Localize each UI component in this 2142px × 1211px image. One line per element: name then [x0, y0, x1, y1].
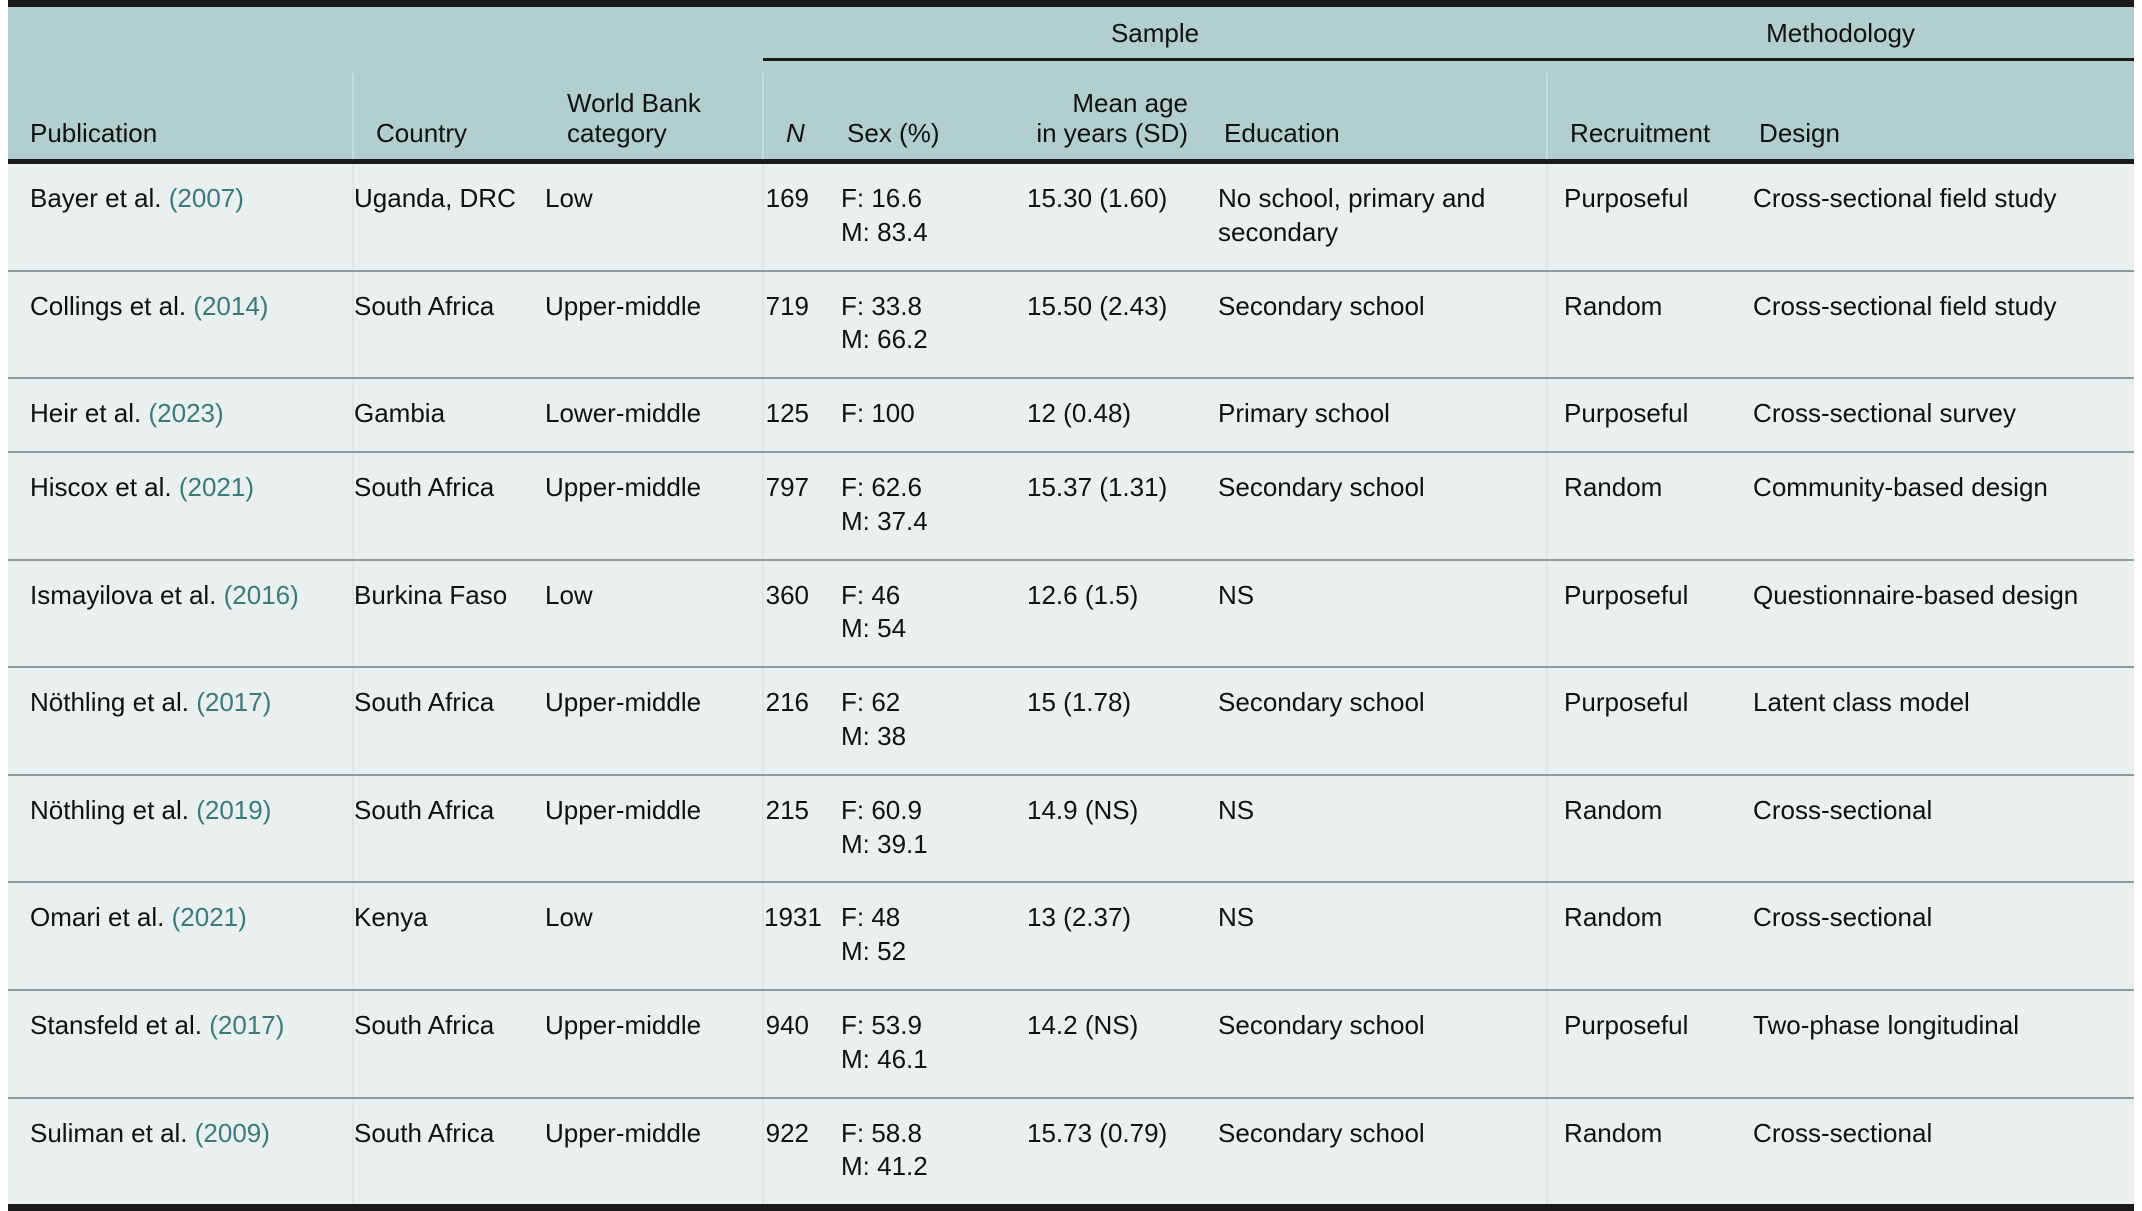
cell-design — [1737, 452, 2134, 560]
world-bank-category-value: Low — [545, 183, 593, 213]
table-row — [8, 775, 2134, 883]
mean-age-value: 14.9 (NS) — [1027, 794, 1139, 825]
sex-male-value: M: 52 — [841, 936, 907, 967]
country-value: South Africa — [354, 687, 495, 718]
world-bank-category-value: Upper-middle — [545, 290, 702, 321]
cell-n — [763, 775, 825, 883]
publication-author: Ismayilova et al. — [30, 579, 217, 610]
group-header-methodology-label: Methodology — [1766, 17, 1915, 48]
cell-n — [763, 378, 825, 452]
column-header-world-bank-category — [545, 73, 763, 159]
mean-age-value: 15.50 (2.43) — [1027, 290, 1168, 321]
group-header-methodology — [1547, 7, 2134, 73]
world-bank-category-value: Upper-middle — [545, 794, 702, 825]
cell-sex — [825, 882, 1011, 990]
country-value: South Africa — [354, 290, 495, 321]
cell-sex — [825, 775, 1011, 883]
country-value: Uganda, DRC — [354, 183, 516, 213]
cell-world-bank-category — [545, 164, 763, 271]
table-top-rule — [8, 0, 2134, 7]
design-value: Latent class model — [1753, 687, 1970, 718]
publication-year-link[interactable]: (2016) — [223, 579, 299, 610]
column-header-country-label: Country — [376, 118, 468, 149]
cell-publication — [8, 378, 353, 452]
country-value: Burkina Faso — [354, 579, 508, 610]
sex-female-value: F: 48 — [841, 902, 901, 933]
mean-age-value: 15.30 (1.60) — [1027, 183, 1168, 213]
cell-n — [763, 164, 825, 271]
world-bank-category-value: Low — [545, 902, 593, 933]
column-header-recruitment — [1547, 73, 1737, 159]
recruitment-value: Purposeful — [1564, 579, 1689, 610]
education-value: Secondary school — [1218, 687, 1425, 718]
cell-mean-age — [1011, 560, 1202, 668]
cell-education — [1202, 452, 1547, 560]
design-value: Community-based design — [1753, 471, 2048, 502]
n-value: 940 — [765, 1009, 810, 1040]
cell-education — [1202, 164, 1547, 271]
table-row — [8, 667, 2134, 775]
cell-education — [1202, 560, 1547, 668]
world-bank-category-value: Lower-middle — [545, 398, 702, 429]
column-header-row — [8, 73, 2134, 159]
table-row — [8, 164, 2134, 271]
cell-design — [1737, 667, 2134, 775]
sex-female-value: F: 60.9 — [841, 794, 922, 825]
cell-sex — [825, 378, 1011, 452]
n-value: 1931 — [764, 902, 822, 933]
cell-mean-age — [1011, 378, 1202, 452]
education-value: Secondary school — [1218, 1009, 1425, 1040]
cell-publication — [8, 667, 353, 775]
cell-mean-age — [1011, 452, 1202, 560]
column-header-mean-age — [1011, 73, 1202, 159]
cell-sex — [825, 667, 1011, 775]
country-value: South Africa — [354, 471, 495, 502]
cell-country — [353, 667, 545, 775]
publication-author: Omari et al. — [30, 902, 165, 933]
cell-design — [1737, 882, 2134, 990]
cell-mean-age — [1011, 775, 1202, 883]
design-value: Two-phase longitudinal — [1753, 1009, 2020, 1040]
cell-publication — [8, 164, 353, 271]
n-value: 215 — [765, 794, 810, 825]
country-value: South Africa — [354, 1117, 495, 1148]
sex-female-value: F: 16.6 — [841, 183, 922, 213]
recruitment-value: Random — [1564, 290, 1663, 321]
group-header-sample — [763, 7, 1547, 73]
mean-age-value: 13 (2.37) — [1027, 902, 1132, 933]
mean-age-value: 14.2 (NS) — [1027, 1009, 1139, 1040]
cell-sex — [825, 164, 1011, 271]
study-characteristics-table — [8, 7, 2134, 1204]
column-header-publication-label: Publication — [30, 118, 158, 149]
column-header-design-label: Design — [1759, 118, 1840, 149]
world-bank-category-value: Upper-middle — [545, 1009, 702, 1040]
cell-publication — [8, 1098, 353, 1205]
sex-male-value: M: 41.2 — [841, 1151, 928, 1182]
column-header-design — [1737, 73, 2134, 159]
publication-author: Collings et al. — [30, 290, 187, 321]
cell-mean-age — [1011, 667, 1202, 775]
column-header-world-bank-category-line1: World Bank — [567, 87, 701, 118]
cell-n — [763, 990, 825, 1098]
cell-recruitment — [1547, 378, 1737, 452]
sex-female-value: F: 58.8 — [841, 1117, 922, 1148]
column-header-mean-age-line2: in years (SD) — [1036, 118, 1189, 149]
cell-education — [1202, 378, 1547, 452]
cell-country — [353, 882, 545, 990]
cell-sex — [825, 271, 1011, 379]
sex-female-value: F: 53.9 — [841, 1009, 922, 1040]
cell-publication — [8, 775, 353, 883]
education-value: NS — [1218, 902, 1255, 933]
cell-n — [763, 271, 825, 379]
cell-world-bank-category — [545, 271, 763, 379]
publication-author: Hiscox et al. — [30, 471, 172, 502]
cell-mean-age — [1011, 882, 1202, 990]
group-header-sample-rule — [763, 58, 1547, 61]
table-row — [8, 882, 2134, 990]
table-row — [8, 560, 2134, 668]
cell-world-bank-category — [545, 1098, 763, 1205]
column-header-mean-age-line1: Mean age — [1072, 87, 1189, 118]
recruitment-value: Purposeful — [1564, 183, 1689, 213]
cell-world-bank-category — [545, 882, 763, 990]
cell-design — [1737, 378, 2134, 452]
cell-publication — [8, 882, 353, 990]
column-header-recruitment-label: Recruitment — [1570, 118, 1711, 149]
cell-recruitment — [1547, 667, 1737, 775]
cell-recruitment — [1547, 271, 1737, 379]
design-value: Questionnaire-based design — [1753, 579, 2079, 610]
sex-male-value: M: 54 — [841, 613, 907, 644]
cell-country — [353, 990, 545, 1098]
mean-age-value: 12.6 (1.5) — [1027, 579, 1139, 610]
cell-sex — [825, 990, 1011, 1098]
cell-sex — [825, 560, 1011, 668]
cell-publication — [8, 990, 353, 1098]
table-row — [8, 990, 2134, 1098]
publication-author: Nöthling et al. — [30, 687, 189, 718]
sex-female-value: F: 62 — [841, 687, 901, 718]
publication-year-link[interactable]: (2021) — [178, 471, 254, 502]
cell-recruitment — [1547, 990, 1737, 1098]
column-header-publication — [8, 73, 353, 159]
mean-age-value: 15 (1.78) — [1027, 687, 1132, 718]
cell-country — [353, 271, 545, 379]
country-value: Gambia — [354, 398, 446, 429]
sex-male-value: M: 38 — [841, 720, 907, 751]
cell-design — [1737, 560, 2134, 668]
column-header-n — [763, 73, 825, 159]
n-value: 360 — [765, 579, 810, 610]
cell-country — [353, 164, 545, 271]
publication-author: Heir et al. — [30, 398, 142, 429]
cell-design — [1737, 1098, 2134, 1205]
publication-year-link[interactable]: (2019) — [196, 794, 272, 825]
table-row — [8, 378, 2134, 452]
cell-world-bank-category — [545, 990, 763, 1098]
mean-age-value: 15.73 (0.79) — [1027, 1117, 1168, 1148]
education-value: Secondary school — [1218, 1117, 1425, 1148]
column-header-world-bank-category-line2: category — [567, 118, 667, 149]
publication-year-link[interactable]: (2014) — [193, 290, 269, 321]
cell-publication — [8, 560, 353, 668]
cell-world-bank-category — [545, 560, 763, 668]
group-header-methodology-rule — [1547, 58, 2134, 61]
sex-male-value: M: 39.1 — [841, 828, 928, 859]
cell-education — [1202, 667, 1547, 775]
world-bank-category-value: Upper-middle — [545, 687, 702, 718]
column-header-sex — [825, 73, 1011, 159]
cell-mean-age — [1011, 990, 1202, 1098]
cell-design — [1737, 271, 2134, 379]
cell-education — [1202, 882, 1547, 990]
sex-female-value: F: 46 — [841, 579, 901, 610]
cell-design — [1737, 164, 2134, 271]
column-header-education-label: Education — [1224, 118, 1340, 149]
world-bank-category-value: Low — [545, 579, 593, 610]
education-value: NS — [1218, 579, 1255, 610]
column-header-country — [353, 73, 545, 159]
design-value: Cross-sectional — [1753, 794, 1933, 825]
column-header-sex-label: Sex (%) — [847, 118, 940, 149]
publication-year-link[interactable]: (2007) — [168, 183, 244, 213]
recruitment-value: Purposeful — [1564, 687, 1689, 718]
cell-n — [763, 1098, 825, 1205]
cell-country — [353, 452, 545, 560]
cell-country — [353, 1098, 545, 1205]
mean-age-value: 15.37 (1.31) — [1027, 471, 1168, 502]
table-row — [8, 452, 2134, 560]
n-value: 719 — [765, 290, 810, 321]
recruitment-value: Purposeful — [1564, 398, 1689, 429]
n-value: 125 — [765, 398, 810, 429]
table-row — [8, 271, 2134, 379]
cell-publication — [8, 271, 353, 379]
education-value: Secondary school — [1218, 471, 1425, 502]
design-value: Cross-sectional — [1753, 1117, 1933, 1148]
sex-male-value: M: 37.4 — [841, 505, 928, 536]
country-value: South Africa — [354, 1009, 495, 1040]
table-bottom-rule — [8, 1204, 2134, 1211]
cell-mean-age — [1011, 1098, 1202, 1205]
publication-year-link[interactable]: (2009) — [194, 1117, 270, 1148]
design-value: Cross-sectional — [1753, 902, 1933, 933]
publication-author: Stansfeld et al. — [30, 1009, 202, 1040]
sex-female-value: F: 62.6 — [841, 471, 922, 502]
n-value: 169 — [765, 183, 810, 213]
cell-n — [763, 452, 825, 560]
world-bank-category-value: Upper-middle — [545, 1117, 702, 1148]
education-value: No school, primary and secondary — [1218, 183, 1486, 247]
cell-recruitment — [1547, 882, 1737, 990]
cell-recruitment — [1547, 560, 1737, 668]
cell-recruitment — [1547, 775, 1737, 883]
cell-country — [353, 775, 545, 883]
education-value: Secondary school — [1218, 290, 1425, 321]
cell-world-bank-category — [545, 775, 763, 883]
table-row — [8, 1098, 2134, 1205]
group-header-row — [8, 7, 2134, 73]
recruitment-value: Random — [1564, 471, 1663, 502]
recruitment-value: Random — [1564, 902, 1663, 933]
publication-author: Suliman et al. — [30, 1117, 188, 1148]
publication-author: Nöthling et al. — [30, 794, 189, 825]
cell-country — [353, 378, 545, 452]
cell-n — [763, 560, 825, 668]
cell-publication — [8, 452, 353, 560]
cell-sex — [825, 1098, 1011, 1205]
publication-author: Bayer et al. — [30, 183, 162, 213]
design-value: Cross-sectional survey — [1753, 398, 2017, 429]
cell-education — [1202, 775, 1547, 883]
cell-recruitment — [1547, 452, 1737, 560]
group-header-sample-label: Sample — [1110, 17, 1200, 48]
recruitment-value: Random — [1564, 1117, 1663, 1148]
design-value: Cross-sectional field study — [1753, 290, 2057, 321]
education-value: Primary school — [1218, 398, 1390, 429]
sex-female-value: F: 33.8 — [841, 290, 922, 321]
cell-country — [353, 560, 545, 668]
publication-year-link[interactable]: (2023) — [148, 398, 224, 429]
column-header-n-label: N — [786, 118, 805, 149]
publication-year-link[interactable]: (2017) — [209, 1009, 285, 1040]
cell-design — [1737, 775, 2134, 883]
n-value: 922 — [765, 1117, 810, 1148]
column-header-education — [1202, 73, 1547, 159]
n-value: 216 — [765, 687, 810, 718]
cell-education — [1202, 271, 1547, 379]
cell-world-bank-category — [545, 378, 763, 452]
n-value: 797 — [765, 471, 810, 502]
world-bank-category-value: Upper-middle — [545, 471, 702, 502]
cell-world-bank-category — [545, 452, 763, 560]
cell-n — [763, 667, 825, 775]
mean-age-value: 12 (0.48) — [1027, 398, 1132, 429]
country-value: South Africa — [354, 794, 495, 825]
table-body — [8, 164, 2134, 1204]
sex-female-value: F: 100 — [841, 398, 915, 429]
sex-male-value: M: 66.2 — [841, 324, 928, 355]
cell-mean-age — [1011, 164, 1202, 271]
table-header — [8, 7, 2134, 164]
cell-education — [1202, 990, 1547, 1098]
cell-recruitment — [1547, 1098, 1737, 1205]
publication-year-link[interactable]: (2017) — [196, 687, 272, 718]
recruitment-value: Random — [1564, 794, 1663, 825]
cell-mean-age — [1011, 271, 1202, 379]
cell-n — [763, 882, 825, 990]
country-value: Kenya — [354, 902, 428, 933]
sex-male-value: M: 83.4 — [841, 216, 928, 247]
cell-world-bank-category — [545, 667, 763, 775]
cell-recruitment — [1547, 164, 1737, 271]
cell-design — [1737, 990, 2134, 1098]
group-header-blank — [8, 7, 763, 73]
cell-education — [1202, 1098, 1547, 1205]
education-value: NS — [1218, 794, 1255, 825]
publication-year-link[interactable]: (2021) — [171, 902, 247, 933]
sex-male-value: M: 46.1 — [841, 1043, 928, 1074]
design-value: Cross-sectional field study — [1753, 183, 2057, 213]
recruitment-value: Purposeful — [1564, 1009, 1689, 1040]
cell-sex — [825, 452, 1011, 560]
